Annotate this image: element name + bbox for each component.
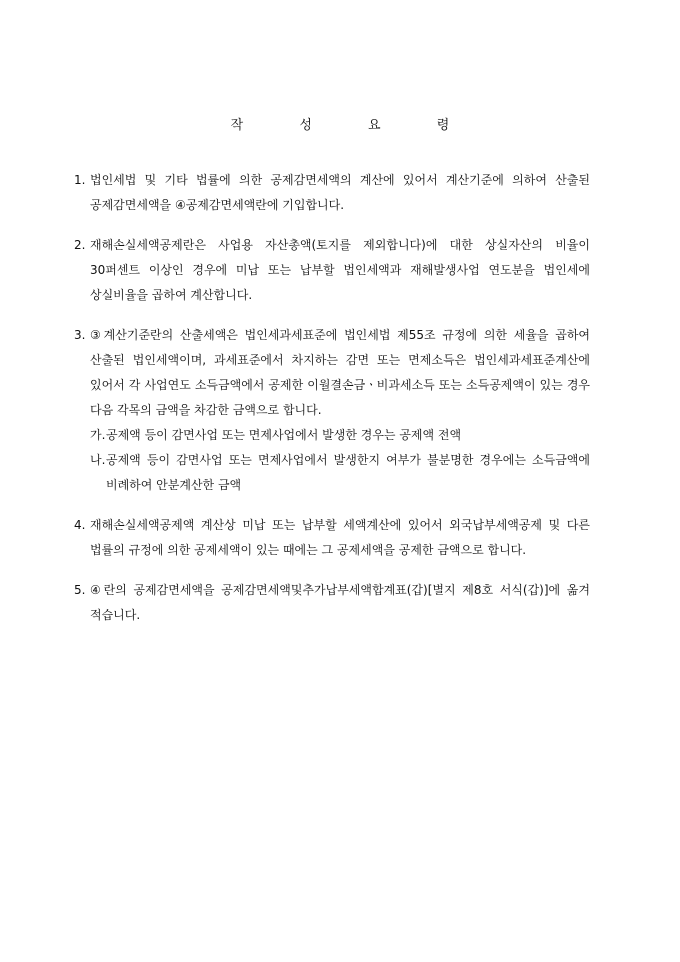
item-number: 4. [74, 518, 86, 532]
item-text: 재해손실세액공제란은 사업용 자산총액(토지를 제외합니다)에 대한 상실자산의 비율이 30퍼센트 이상인 경우에 미납 또는 납부할 법인세액과 재해발생사업 연도분을 법인세에 상실비율을 곱하여 계산합니다. [90, 238, 590, 302]
sub-item-mark: 가. [90, 428, 106, 442]
item-number: 1. [74, 173, 86, 187]
instruction-list [74, 168, 590, 643]
item-number: 5. [74, 583, 86, 597]
instruction-item-1 [74, 168, 590, 218]
item-text: 재해손실세액공제액 계산상 미납 또는 납부할 세액계산에 있어서 외국납부세액공제 및 다른 법률의 규정에 의한 공제세액이 있는 때에는 그 공제세액을 공제한 금액으로 합니다. [90, 518, 590, 557]
sub-item-mark: 나. [90, 453, 106, 467]
instruction-item-2 [74, 233, 590, 308]
sub-item-text: 공제액 등이 감면사업 또는 면제사업에서 발생한지 여부가 불분명한 경우에는 소득금액에 비례하여 안분계산한 금액 [106, 453, 590, 492]
sub-item-text: 공제액 등이 감면사업 또는 면제사업에서 발생한 경우는 공제액 전액 [106, 428, 462, 442]
sub-item-na [90, 448, 590, 498]
item-text: ③계산기준란의 산출세액은 법인세과세표준에 법인세법 제55조 규정에 의한 세율을 곱하여 산출된 법인세액이며, 과세표준에서 차지하는 감면 또는 면제소득은 법인세과세표준계산에 있어서 각 사업연도 소득금액에서 공제한 이월결손금ㆍ비과세소득 또는 소득공제액이 있는 경우 다음 각목의 금액을 차감한 금액으로 합니다. [90, 328, 590, 417]
page-title: 작 성 요 령 [230, 118, 476, 133]
instruction-item-5 [74, 578, 590, 628]
instruction-item-3 [74, 323, 590, 498]
instruction-item-4 [74, 513, 590, 563]
item-number: 2. [74, 238, 86, 252]
item-text: 법인세법 및 기타 법률에 의한 공제감면세액의 계산에 있어서 계산기준에 의하여 산출된 공제감면세액을 ④공제감면세액란에 기입합니다. [90, 173, 590, 212]
item-text: ④란의 공제감면세액을 공제감면세액및추가납부세액합계표(갑)[별지 제8호 서식(갑)]에 옮겨 적습니다. [90, 583, 590, 622]
item-number: 3. [74, 328, 86, 342]
sub-item-ga [90, 423, 590, 448]
